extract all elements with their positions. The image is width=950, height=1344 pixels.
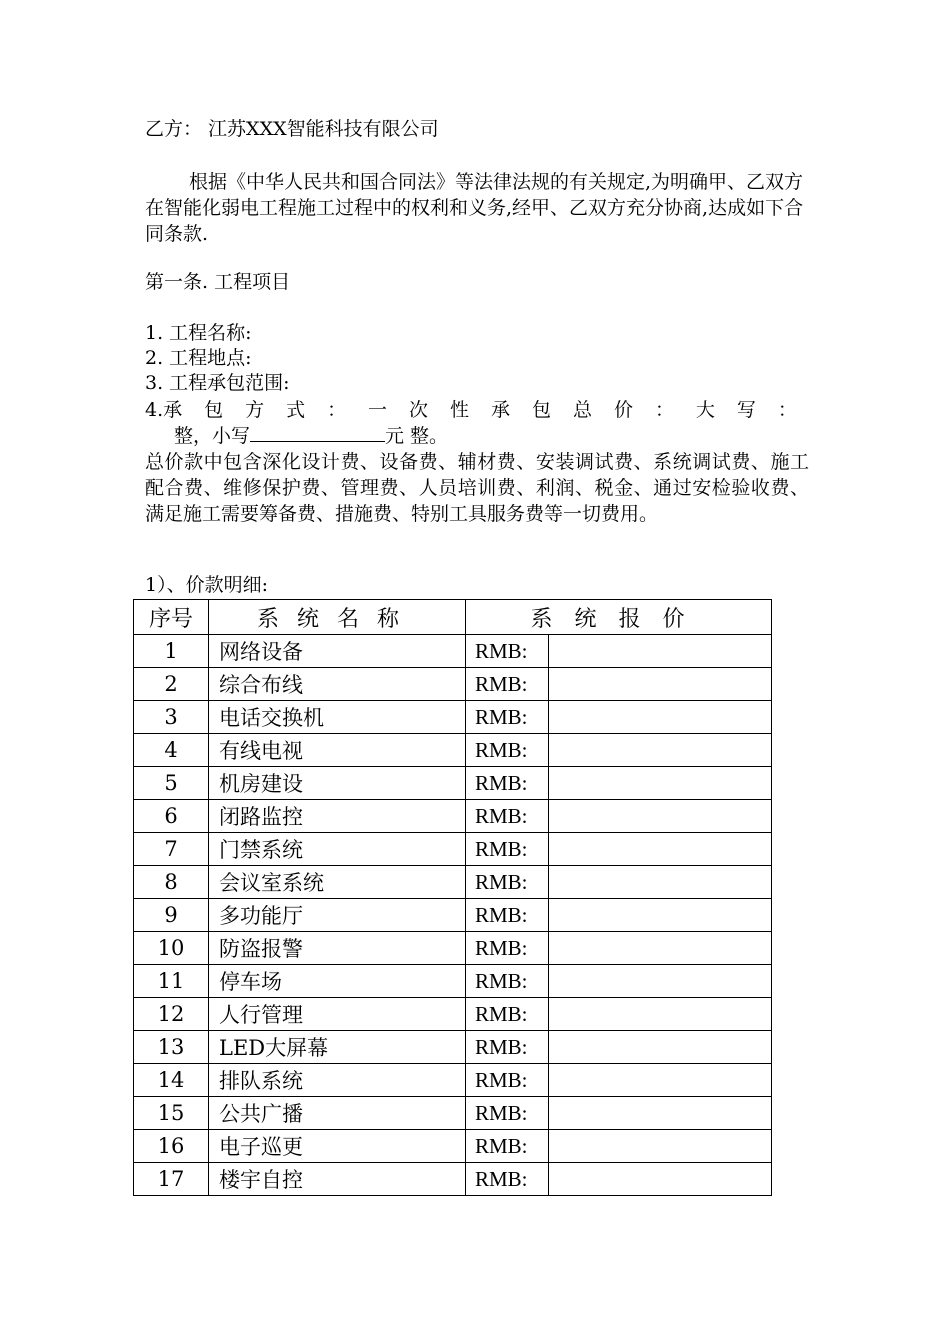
row-price-value[interactable] [549,998,772,1031]
row-no: 15 [134,1097,209,1130]
contract-method-char: 方 [245,399,265,421]
table-row [134,1031,772,1064]
row-system-name: 会议室系统 [209,866,466,899]
row-rmb-label: RMB: [466,767,549,800]
row-price-value[interactable] [549,734,772,767]
table-row [134,1130,772,1163]
row-rmb-label: RMB: [466,998,549,1031]
contract-method-char: ： [654,399,674,421]
contract-amount-line [145,423,809,449]
row-system-name: 人行管理 [209,998,466,1031]
row-system-name: 多功能厅 [209,899,466,932]
item-project-location: 2. 工程地点: [145,347,252,369]
row-rmb-label: RMB: [466,635,549,668]
table-row [134,965,772,998]
row-rmb-label: RMB: [466,899,549,932]
row-price-value[interactable] [549,1163,772,1196]
contract-method-line [145,397,797,423]
price-detail-title: 1）、价款明细: [145,574,268,596]
row-system-name: 闭路监控 [209,800,466,833]
row-no: 5 [134,767,209,800]
price-table-body [134,635,772,1196]
table-row [134,866,772,899]
row-rmb-label: RMB: [466,932,549,965]
row-system-name: 停车场 [209,965,466,998]
contract-method-char: 总 [572,399,592,421]
row-price-value[interactable] [549,701,772,734]
row-rmb-label: RMB: [466,668,549,701]
row-system-name: 电子巡更 [209,1130,466,1163]
row-system-name: 有线电视 [209,734,466,767]
row-no: 10 [134,932,209,965]
row-rmb-label: RMB: [466,1064,549,1097]
row-system-name: 楼宇自控 [209,1163,466,1196]
table-row [134,668,772,701]
row-price-value[interactable] [549,1031,772,1064]
row-no: 11 [134,965,209,998]
row-price-value[interactable] [549,635,772,668]
intro-paragraph [145,169,809,247]
row-price-value[interactable] [549,800,772,833]
row-no: 17 [134,1163,209,1196]
row-price-value[interactable] [549,932,772,965]
row-no: 4 [134,734,209,767]
contract-method-char: 性 [450,399,470,421]
contract-method-char: 大 [695,399,715,421]
row-no: 13 [134,1031,209,1064]
contract-method-char: 包 [204,399,224,421]
row-system-name: 门禁系统 [209,833,466,866]
row-no: 3 [134,701,209,734]
contract-method-char: 4.承 [145,399,183,421]
contract-method-char: 式 [286,399,306,421]
row-price-value[interactable] [549,668,772,701]
row-system-name: LED大屏幕 [209,1031,466,1064]
row-price-value[interactable] [549,1097,772,1130]
row-price-value[interactable] [549,767,772,800]
row-rmb-label: RMB: [466,1031,549,1064]
row-rmb-label: RMB: [466,734,549,767]
row-no: 12 [134,998,209,1031]
row-price-value[interactable] [549,1130,772,1163]
row-system-name: 综合布线 [209,668,466,701]
row-price-value[interactable] [549,1064,772,1097]
row-price-value[interactable] [549,866,772,899]
contract-method-char: 次 [409,399,429,421]
row-rmb-label: RMB: [466,866,549,899]
row-system-name: 防盗报警 [209,932,466,965]
row-no: 6 [134,800,209,833]
header-price: 系统报价 [466,600,772,635]
table-row [134,998,772,1031]
row-rmb-label: RMB: [466,833,549,866]
row-no: 8 [134,866,209,899]
row-system-name: 网络设备 [209,635,466,668]
contract-method-char: 承 [491,399,511,421]
row-system-name: 公共广播 [209,1097,466,1130]
row-rmb-label: RMB: [466,701,549,734]
intro-text: 根据《中华人民共和国合同法》等法律法规的有关规定,为明确甲、乙双方在智能化弱电工程施工过程中的权利和义务,经甲、乙双方充分协商,达成如下合同条款. [145,171,804,245]
row-rmb-label: RMB: [466,1163,549,1196]
contract-method-char: ： [777,399,797,421]
contract-method-char: ： [327,399,347,421]
row-no: 14 [134,1064,209,1097]
row-no: 1 [134,635,209,668]
table-row [134,635,772,668]
row-no: 7 [134,833,209,866]
table-header-row [134,600,772,635]
amount-suffix: 元 整。 [385,425,449,447]
table-row [134,932,772,965]
row-rmb-label: RMB: [466,1130,549,1163]
table-row [134,800,772,833]
item-contract-scope: 3. 工程承包范围: [145,372,290,394]
amount-blank[interactable] [250,423,385,442]
price-table [133,599,772,1196]
table-row [134,833,772,866]
item-project-name: 1. 工程名称: [145,322,252,344]
table-row [134,1064,772,1097]
article-1-title: 第一条. 工程项目 [145,271,291,293]
header-no: 序号 [134,600,209,635]
row-no: 9 [134,899,209,932]
row-price-value[interactable] [549,899,772,932]
row-price-value[interactable] [549,965,772,998]
table-row [134,701,772,734]
table-row [134,1163,772,1196]
contract-method-char: 写 [736,399,756,421]
table-row [134,734,772,767]
row-price-value[interactable] [549,833,772,866]
party-b-line: 乙方： 江苏XXX智能科技有限公司 [145,118,439,140]
contract-method-char: 价 [613,399,633,421]
row-system-name: 机房建设 [209,767,466,800]
amount-prefix: 整，小写 [174,425,251,447]
item-contract-method [145,397,809,449]
table-row [134,899,772,932]
contract-method-char: 包 [531,399,551,421]
row-rmb-label: RMB: [466,1097,549,1130]
cost-note: 总价款中包含深化设计费、设备费、辅材费、安装调试费、系统调试费、施工配合费、维修保护费、管理费、人员培训费、利润、税金、通过安检验收费、满足施工需要筹备费、措施费、特别工具服务费等一切费用。 [145,451,809,525]
header-name: 系统名称 [209,600,466,635]
row-rmb-label: RMB: [466,800,549,833]
row-rmb-label: RMB: [466,965,549,998]
contract-method-char: 一 [368,399,388,421]
row-system-name: 电话交换机 [209,701,466,734]
table-row [134,767,772,800]
table-row [134,1097,772,1130]
row-no: 2 [134,668,209,701]
row-no: 16 [134,1130,209,1163]
row-system-name: 排队系统 [209,1064,466,1097]
